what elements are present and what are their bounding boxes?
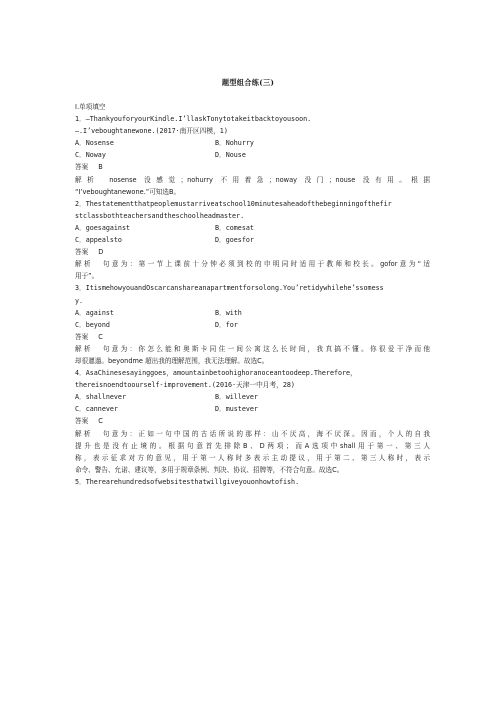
section-heading: Ⅰ.单项填空	[75, 103, 106, 111]
q1-option-d: D．Nouse	[215, 151, 246, 160]
q4-option-b: B．willever	[215, 393, 258, 402]
q1-options-cd	[75, 149, 430, 161]
q3-option-a: A．against	[75, 308, 114, 317]
q1-explanation-line: “I’veboughtanewone.”可知选B。	[75, 187, 181, 196]
q2-option-a: A．goesagainst	[75, 223, 131, 232]
q4-answer	[75, 415, 430, 427]
q1-option-b: B．Nohurry	[215, 139, 254, 148]
exercise-content	[75, 101, 430, 488]
q3-option-b: B．with	[215, 308, 242, 317]
answer-value: C	[98, 332, 103, 341]
q3-stem-cont: y.	[75, 296, 84, 305]
q3-answer	[75, 331, 430, 343]
q2-answer	[75, 246, 430, 258]
explanation-label: 解析	[75, 175, 100, 184]
q4-explanation-line: 命令、警告、允诺、建议等，多用于规章条例、判决、协议、招牌等，不符合句意。故选C。	[75, 465, 344, 474]
q2-options-ab	[75, 222, 430, 234]
q2-options-cd	[75, 234, 430, 246]
q1-option-a: A．Nosense	[75, 139, 114, 148]
q4-explanation-line: 提升也是没有止境的。根据句意首先排除B、D两项；而A选项中shall用于第一、第三人	[75, 441, 430, 450]
q4-options-cd	[75, 403, 430, 415]
q1-options-ab	[75, 137, 430, 149]
q5-stem: 5．Therearehundredsofwebsitesthatwillgiveyouonhowtofish.	[75, 477, 300, 486]
q3-explanation-line: 却很邋遢。beyondme 超出我的理解范围，我无法理解。故选C。	[75, 356, 269, 365]
explanation-label: 解析	[75, 429, 93, 438]
explanation-label: 解析	[75, 344, 93, 353]
q4-explanation-line: 解析 句意为：正如一句中国的古话所说的那样：山不厌高，海不厌深。因而，个人的自我	[75, 429, 430, 438]
q3-options-ab	[75, 307, 430, 319]
q3-option-d: D．for	[215, 320, 238, 329]
q2-option-d: D．goesfor	[215, 236, 254, 245]
q4-stem-cont: thereisnoendtoourself-improvement.(2016·天津一中月考，28)	[75, 381, 295, 390]
q2-option-b: B．comesat	[215, 223, 254, 232]
q1-stem: 1．—ThankyouforyourKindle.I’llaskTonytotakeitbacktoyousoon.	[75, 115, 312, 124]
answer-label: 答案	[75, 163, 89, 172]
q4-option-a: A．shallnever	[75, 393, 126, 402]
q1-explanation-line: 解析 nosense 没感觉；nohurry 不用着急；noway 没门；nouse 没有用。根据	[75, 175, 430, 184]
q2-explanation-line: 用于”。	[75, 272, 99, 281]
answer-value: D	[98, 248, 104, 257]
q4-explanation-line: 称，表示征求对方的意见，用于第一人称时多表示主动提议，用于第二、第三人称时，表示	[75, 453, 430, 462]
explanation-label: 解析	[75, 260, 93, 269]
answer-value: C	[98, 417, 103, 426]
answer-label: 答案	[75, 332, 89, 341]
q2-stem: 2．Thestatementthatpeoplemustarriveatschool10minutesaheadofthebeginningofthefir	[75, 199, 392, 208]
q2-explanation-line: 解析 句意为：第一节上课前十分钟必须到校的申明同时适用于教师和校长。gofor意为“适	[75, 260, 430, 269]
answer-label: 答案	[75, 417, 89, 426]
q3-options-cd	[75, 319, 430, 331]
q4-options-ab	[75, 391, 430, 403]
answer-label: 答案	[75, 248, 89, 257]
q4-option-c: C．cannever	[75, 405, 118, 414]
q2-stem-cont: stclassbothteachersandtheschoolheadmaster.	[75, 211, 245, 220]
q3-stem: 3．ItismehowyouandOscarcanshareanapartmentforsolong.You’retidywhilehe’ssomess	[75, 284, 384, 293]
q3-option-c: C．beyond	[75, 320, 110, 329]
answer-value: B	[98, 163, 103, 172]
q4-stem: 4．AsaChinesesayinggoes，amountainbetoohighoranoceantoodeep.Therefore，	[75, 369, 357, 378]
q3-explanation-line: 解析 句意为：你怎么能和奥斯卡同住一间公寓这么长时间，我真搞不懂。你很爱干净而他	[75, 344, 430, 353]
q1-reply: —.I’veboughtanewone.(2017·南开区四模，1)	[75, 127, 228, 136]
q1-option-c: C．Noway	[75, 151, 106, 160]
page-title: 题型组合练(三)	[221, 78, 275, 87]
q2-option-c: C．appealsto	[75, 236, 122, 245]
q1-answer	[75, 161, 430, 173]
q4-option-d: D．mustever	[215, 405, 258, 414]
